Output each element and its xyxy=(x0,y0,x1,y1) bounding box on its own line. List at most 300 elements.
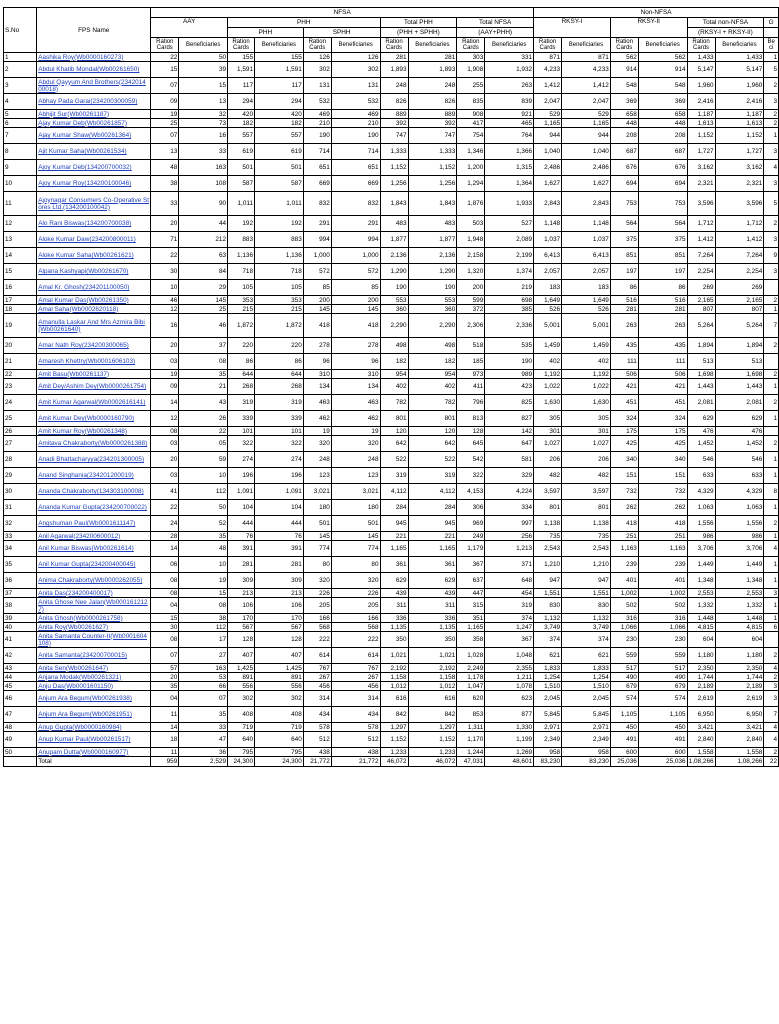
fps-name-link[interactable]: Ajoy Kumar Deb(134200700032) xyxy=(38,164,132,171)
beneficiaries-cell: 767 xyxy=(331,664,380,673)
ration-cards-cell: 205 xyxy=(303,598,331,614)
ration-cards-cell: 101 xyxy=(228,427,255,436)
ration-cards-cell: 568 xyxy=(303,623,331,632)
ration-cards-cell: 392 xyxy=(380,119,408,128)
ration-cards-header: Ration Cards xyxy=(534,38,562,53)
table-row xyxy=(4,379,779,395)
fps-name-link[interactable]: Anupam Dutta(Wb0000160977) xyxy=(38,748,129,756)
row-sno: 21 xyxy=(4,354,37,370)
beneficiaries-cell: 284 xyxy=(408,500,457,516)
beneficiaries-cell: 05 xyxy=(179,436,228,452)
ration-cards-header: Ration Cards xyxy=(303,38,331,53)
row-sno: 33 xyxy=(4,532,37,541)
beneficiaries-cell: 851 xyxy=(638,248,687,264)
ration-cards-cell: 14 xyxy=(151,723,179,732)
nfsa-header: NFSA xyxy=(151,8,534,18)
beneficiaries-cell: 764 xyxy=(485,128,534,144)
cut-off-cell: 5 xyxy=(764,192,779,216)
row-sno: 32 xyxy=(4,516,37,532)
fps-name-link[interactable]: Anita Samanta Counter-II(Wb0001604108) xyxy=(38,632,147,647)
row-sno: 27 xyxy=(4,436,37,452)
ration-cards-cell: 807 xyxy=(687,305,715,314)
beneficiaries-cell: 319 xyxy=(255,395,304,411)
ration-cards-cell: 192 xyxy=(228,216,255,232)
beneficiaries-cell: 145 xyxy=(331,305,380,314)
beneficiaries-cell: 644 xyxy=(255,370,304,379)
ration-cards-cell: 170 xyxy=(228,614,255,623)
table-row xyxy=(4,395,779,411)
fps-name-link[interactable]: Anjana Modak(Wb00261321) xyxy=(38,673,122,681)
beneficiaries-cell: 435 xyxy=(638,338,687,354)
beneficiaries-cell: 1,412 xyxy=(715,232,764,248)
ration-cards-cell: 322 xyxy=(228,436,255,452)
ration-cards-cell: 281 xyxy=(380,53,408,62)
ration-cards-cell: 08 xyxy=(151,427,179,436)
ration-cards-header: Ration Cards xyxy=(380,38,408,53)
ration-cards-cell: 408 xyxy=(228,707,255,723)
fps-name-link[interactable]: Amanulla Laskar And Mrs Azmira Bibi(Wb00261640) xyxy=(38,318,145,333)
total-cell: 25,036 xyxy=(610,757,638,767)
beneficiaries-cell: 26 xyxy=(179,411,228,427)
fps-name-link[interactable]: Anil Kumar Gupta(234200400045) xyxy=(38,561,136,568)
fps-name-link[interactable]: Amal Saha(Wb0002620118) xyxy=(38,305,119,313)
total-cell: 83,230 xyxy=(534,757,562,767)
beneficiaries-cell: 469 xyxy=(331,110,380,119)
ration-cards-cell: 210 xyxy=(303,119,331,128)
cut-off-cell: 3 xyxy=(764,232,779,248)
beneficiaries-cell: 732 xyxy=(638,484,687,500)
ration-cards-cell: 587 xyxy=(228,176,255,192)
beneficiaries-cell: 463 xyxy=(331,395,380,411)
ration-cards-cell: 339 xyxy=(228,411,255,427)
total-cell: 25,036 xyxy=(638,757,687,767)
fps-name-link[interactable]: Alpana Kashyapi(Wb00261670) xyxy=(38,268,129,275)
beneficiaries-cell: 2,192 xyxy=(408,664,457,673)
ration-cards-cell: 604 xyxy=(687,632,715,648)
ration-cards-cell: 676 xyxy=(610,160,638,176)
ration-cards-cell: 1,727 xyxy=(687,144,715,160)
ration-cards-header: Ration Cards xyxy=(228,38,255,53)
beneficiaries-cell: 301 xyxy=(562,427,611,436)
beneficiaries-cell: 334 xyxy=(485,500,534,516)
ration-cards-cell: 123 xyxy=(303,468,331,484)
sno-header: S.No xyxy=(4,8,37,53)
beneficiaries-cell: 1,078 xyxy=(485,682,534,691)
ration-cards-cell: 572 xyxy=(303,264,331,280)
beneficiaries-cell: 642 xyxy=(408,436,457,452)
ration-cards-cell: 281 xyxy=(610,305,638,314)
row-sno: 31 xyxy=(4,500,37,516)
beneficiaries-cell: 1,698 xyxy=(715,370,764,379)
ration-cards-cell: 03 xyxy=(151,436,179,452)
ration-cards-cell: 6,413 xyxy=(534,248,562,264)
fps-name-link[interactable]: Amal Kr. Ghosh(234201100050) xyxy=(38,284,130,291)
total-cell: 2,529 xyxy=(179,757,228,767)
ration-cards-cell: 1,233 xyxy=(380,748,408,757)
ration-cards-cell: 944 xyxy=(534,128,562,144)
beneficiaries-cell: 36 xyxy=(179,748,228,757)
ration-cards-cell: 2,321 xyxy=(687,176,715,192)
fps-table xyxy=(3,7,779,767)
ration-cards-cell: 564 xyxy=(610,216,638,232)
beneficiaries-cell: 1,165 xyxy=(562,119,611,128)
table-row xyxy=(4,541,779,557)
ration-cards-cell: 12 xyxy=(151,411,179,427)
ration-cards-cell: 1,294 xyxy=(457,176,485,192)
table-row xyxy=(4,296,779,305)
beneficiaries-cell: 578 xyxy=(331,723,380,732)
ration-cards-cell: 516 xyxy=(610,296,638,305)
fps-name-link[interactable]: Amit Dey/Ashim Dey(Wb0000261754) xyxy=(38,383,147,390)
ration-cards-cell: 4,329 xyxy=(687,484,715,500)
beneficiaries-cell: 421 xyxy=(638,379,687,395)
beneficiaries-cell: 50 xyxy=(179,53,228,62)
fps-name-link[interactable]: Amit Kumar Roy(Wb00261348) xyxy=(38,427,127,435)
fps-name-link[interactable]: Anita Sen(Wb00261647) xyxy=(38,664,109,672)
beneficiaries-cell: 163 xyxy=(179,160,228,176)
beneficiaries-cell: 391 xyxy=(255,541,304,557)
ration-cards-cell: 4,153 xyxy=(457,484,485,500)
beneficiaries-cell: 1,290 xyxy=(408,264,457,280)
ration-cards-cell: 1,180 xyxy=(687,648,715,664)
ration-cards-cell: 687 xyxy=(610,144,638,160)
beneficiaries-cell: 669 xyxy=(331,176,380,192)
table-row xyxy=(4,632,779,648)
beneficiaries-cell: 1,040 xyxy=(562,144,611,160)
fps-name-link[interactable]: Ananda Kumar Gupta(234200700022) xyxy=(38,504,147,511)
fps-name-link[interactable]: Anand Singhania(234201200019) xyxy=(38,472,134,479)
cut-off-cell: 3 xyxy=(764,264,779,280)
ration-cards-cell: 1,152 xyxy=(687,128,715,144)
cut-off-cell: 1 xyxy=(764,557,779,573)
ration-cards-cell: 1,000 xyxy=(303,248,331,264)
fps-name-link[interactable]: Amaresh Khettry(Wb0001606103) xyxy=(38,358,136,365)
beneficiaries-cell: 37 xyxy=(179,338,228,354)
ration-cards-cell: 637 xyxy=(457,573,485,589)
ration-cards-cell: 278 xyxy=(303,338,331,354)
table-row xyxy=(4,723,779,732)
ration-cards-cell: 391 xyxy=(228,541,255,557)
cut-off-cell: 3 xyxy=(764,589,779,598)
beneficiaries-cell: 33 xyxy=(179,723,228,732)
ration-cards-cell: 2,047 xyxy=(534,94,562,110)
beneficiaries-cell: 506 xyxy=(638,370,687,379)
ration-cards-cell: 645 xyxy=(457,436,485,452)
total-cell: 24,300 xyxy=(255,757,304,767)
cut-off-cell: 1 xyxy=(764,500,779,516)
fps-name-link[interactable]: Ananda Chakraborty(134303100008) xyxy=(38,488,144,495)
cut-off-cell: 1 xyxy=(764,411,779,427)
beneficiaries-cell: 1,199 xyxy=(485,732,534,748)
fps-name-link[interactable]: Anil Kumar Biswas(Wb00261614) xyxy=(38,545,134,552)
beneficiaries-cell: 192 xyxy=(255,216,304,232)
beneficiaries-cell: 1,012 xyxy=(408,682,457,691)
table-row xyxy=(4,119,779,128)
beneficiaries-cell: 84 xyxy=(179,264,228,280)
beneficiaries-cell: 444 xyxy=(255,516,304,532)
fps-name-link[interactable]: Anita Ghosh(Wb0000261758) xyxy=(38,614,123,622)
beneficiaries-cell: 1,558 xyxy=(715,748,764,757)
fps-name-link[interactable]: Abhijit Sur(Wb00261187) xyxy=(38,110,110,118)
ration-cards-cell: 1,179 xyxy=(457,541,485,557)
beneficiaries-cell: 619 xyxy=(255,144,304,160)
ration-cards-cell: 306 xyxy=(457,500,485,516)
fps-name-link[interactable]: Abhay Pada Garai(234200300059) xyxy=(38,98,138,105)
beneficiaries-cell: 826 xyxy=(408,94,457,110)
cut-off-cell: 2 xyxy=(764,110,779,119)
ration-cards-cell: 221 xyxy=(380,532,408,541)
cut-off-cell: 2 xyxy=(764,370,779,379)
ration-cards-cell: 1,187 xyxy=(687,110,715,119)
beneficiaries-cell: 647 xyxy=(485,436,534,452)
beneficiaries-cell: 1,330 xyxy=(485,723,534,732)
beneficiaries-cell: 2,553 xyxy=(715,589,764,598)
beneficiaries-cell: 827 xyxy=(485,411,534,427)
beneficiaries-cell: 263 xyxy=(485,78,534,94)
fps-name-link[interactable]: Ajay Kumar Shaw(Wb00261364) xyxy=(38,132,132,139)
beneficiaries-cell: 454 xyxy=(485,589,534,598)
fps-name-link[interactable]: Abdul Khatib Mondal(Wb00261650) xyxy=(38,66,140,73)
ration-cards-cell: 19 xyxy=(151,110,179,119)
beneficiaries-cell: 21 xyxy=(179,379,228,395)
ration-cards-cell: 09 xyxy=(151,94,179,110)
ration-cards-cell: 914 xyxy=(610,62,638,78)
beneficiaries-cell: 4,815 xyxy=(715,623,764,632)
beneficiaries-cell: 278 xyxy=(331,338,380,354)
table-row xyxy=(4,192,779,216)
fps-name-link[interactable]: Ajoynagar Consumers Co-Operative Stores Ltd.(134200100042) xyxy=(38,196,150,211)
fps-name-link[interactable]: Amit Kumar Agarwal(Wb0002616141) xyxy=(38,399,146,406)
ration-cards-cell: 2,249 xyxy=(457,664,485,673)
beneficiaries-cell: 104 xyxy=(255,500,304,516)
fps-name-link[interactable]: Aloke Kumar Daw(234200800011) xyxy=(38,236,136,243)
ration-cards-cell: 07 xyxy=(151,648,179,664)
beneficiaries-cell: 208 xyxy=(638,128,687,144)
beneficiaries-cell: 4,233 xyxy=(562,62,611,78)
beneficiaries-cell: 2,057 xyxy=(562,264,611,280)
beneficiaries-cell: 1,452 xyxy=(715,436,764,452)
ration-cards-cell: 1,448 xyxy=(687,614,715,623)
fps-name-link[interactable]: Anadi Bhattacharyya(234201300005) xyxy=(38,456,145,463)
ration-cards-cell: 30 xyxy=(151,264,179,280)
beneficiaries-cell: 1,269 xyxy=(485,748,534,757)
phh-header: PHH xyxy=(228,28,304,38)
beneficiaries-cell: 1,165 xyxy=(408,541,457,557)
row-sno: 9 xyxy=(4,160,37,176)
fps-name-link[interactable]: Amit Kumar Dey(Wb0000160790) xyxy=(38,415,135,422)
beneficiaries-cell: 801 xyxy=(562,500,611,516)
cut-off-cell: 2 xyxy=(764,748,779,757)
beneficiaries-cell: 1,894 xyxy=(715,338,764,354)
beneficiaries-cell: 35 xyxy=(179,532,228,541)
total-cell: 46,072 xyxy=(408,757,457,767)
beneficiaries-cell: 1,551 xyxy=(562,589,611,598)
beneficiaries-cell: 374 xyxy=(562,632,611,648)
beneficiaries-cell: 170 xyxy=(255,614,304,623)
ration-cards-cell: 795 xyxy=(228,748,255,757)
beneficiaries-cell: 5,264 xyxy=(715,314,764,338)
ration-cards-cell: 1,627 xyxy=(534,176,562,192)
ration-cards-cell: 12 xyxy=(151,305,179,314)
beneficiaries-header: Beneficiaries xyxy=(638,38,687,53)
fps-name-link[interactable]: Anita Roy(Wb00261627) xyxy=(38,623,109,631)
beneficiaries-cell: 339 xyxy=(255,411,304,427)
fps-name-link[interactable]: Ajoy Kumar Roy(134200100046) xyxy=(38,180,132,187)
beneficiaries-cell: 559 xyxy=(638,648,687,664)
beneficiaries-cell: 15 xyxy=(179,78,228,94)
ration-cards-cell: 1,178 xyxy=(457,673,485,682)
beneficiaries-cell: 1,932 xyxy=(485,62,534,78)
beneficiaries-cell: 535 xyxy=(485,338,534,354)
ration-cards-cell: 616 xyxy=(380,691,408,707)
cut-off-cell: 7 xyxy=(764,314,779,338)
cut-off-cell xyxy=(764,354,779,370)
ration-cards-cell: 502 xyxy=(610,598,638,614)
fps-name-link[interactable]: Amitava Chakraborty(Wb0000261388) xyxy=(38,440,148,447)
fps-name-link[interactable]: Anjum Ara Begum(Wb00261938) xyxy=(38,695,132,702)
table-row xyxy=(4,589,779,598)
ration-cards-cell: 620 xyxy=(457,691,485,707)
table-row xyxy=(4,598,779,614)
ration-cards-cell: 532 xyxy=(303,94,331,110)
ration-cards-cell: 28 xyxy=(151,532,179,541)
ration-cards-cell: 2,486 xyxy=(534,160,562,176)
fps-name-link[interactable]: Anju Das(Wb0001601150) xyxy=(38,682,114,690)
row-sno: 5 xyxy=(4,110,37,119)
beneficiaries-cell: 694 xyxy=(638,176,687,192)
beneficiaries-cell: 1,132 xyxy=(562,614,611,623)
ration-cards-cell: 320 xyxy=(303,436,331,452)
ration-cards-cell: 30 xyxy=(151,623,179,632)
beneficiaries-cell: 1,297 xyxy=(408,723,457,732)
ration-cards-cell: 340 xyxy=(610,452,638,468)
beneficiaries-cell: 568 xyxy=(331,623,380,632)
ration-cards-cell: 309 xyxy=(228,573,255,589)
fps-name-link[interactable]: Amal Kumar Das(Wb00261350) xyxy=(38,296,129,304)
beneficiaries-cell: 371 xyxy=(485,557,534,573)
beneficiaries-cell: 101 xyxy=(255,427,304,436)
fps-name-link[interactable]: Abdul Qayyum And Brothers(234201400018) xyxy=(38,78,146,93)
table-row xyxy=(4,500,779,516)
ration-cards-cell: 2,057 xyxy=(534,264,562,280)
beneficiaries-cell: 1,843 xyxy=(408,192,457,216)
beneficiaries-cell: 205 xyxy=(331,598,380,614)
beneficiaries-cell: 256 xyxy=(485,532,534,541)
beneficiaries-cell: 145 xyxy=(331,532,380,541)
beneficiaries-cell: 1,744 xyxy=(715,673,764,682)
fps-name-link[interactable]: Anita Samanta(234200700015) xyxy=(38,652,128,659)
fps-name-link[interactable]: Ajay Kumar Deb(Wb00261857) xyxy=(38,119,127,127)
ration-cards-cell: 128 xyxy=(457,427,485,436)
fps-name-link[interactable]: Ajit Kumar Saha(Wb00261534) xyxy=(38,148,127,155)
beneficiaries-cell: 572 xyxy=(331,264,380,280)
row-sno: 46 xyxy=(4,691,37,707)
ration-cards-cell: 621 xyxy=(534,648,562,664)
ration-cards-cell: 145 xyxy=(303,305,331,314)
fps-name-link[interactable]: Angshuman Paul(Wb0001611147) xyxy=(38,520,136,527)
ration-cards-cell: 1,698 xyxy=(687,370,715,379)
beneficiaries-cell: 1,211 xyxy=(485,673,534,682)
beneficiaries-cell: 548 xyxy=(638,78,687,94)
fps-name-link[interactable]: Anima Chakraborty(Wb0000262055) xyxy=(38,577,143,584)
fps-name-link[interactable]: Anil Agarwal(234200600012) xyxy=(38,532,121,540)
row-sno: 45 xyxy=(4,682,37,691)
beneficiaries-cell: 145 xyxy=(179,296,228,305)
beneficiaries-cell: 553 xyxy=(408,296,457,305)
fps-name-link[interactable]: Aashika Roy(Wb0000160273) xyxy=(38,53,124,61)
ration-cards-cell: 1,412 xyxy=(534,78,562,94)
ration-cards-cell: 281 xyxy=(228,557,255,573)
ration-cards-cell: 314 xyxy=(303,691,331,707)
fps-name-link[interactable]: Amar Nath Roy(234200300065) xyxy=(38,342,129,349)
ration-cards-cell: 448 xyxy=(610,119,638,128)
fps-name-link[interactable]: Anita Das(234200400017) xyxy=(38,589,113,597)
fps-report-sheet xyxy=(3,7,777,1003)
beneficiaries-cell: 402 xyxy=(408,379,457,395)
fps-name-link[interactable]: Anup Gupta(Wb0000160984) xyxy=(38,723,122,731)
beneficiaries-cell: 1,152 xyxy=(408,160,457,176)
row-sno: 26 xyxy=(4,427,37,436)
fps-name-link[interactable]: Amit Basu(Wb00261137) xyxy=(38,370,110,378)
ration-cards-cell: 559 xyxy=(610,648,638,664)
fps-name-link[interactable]: Alo Rani Biswas(134200700038) xyxy=(38,220,132,227)
beneficiaries-cell: 263 xyxy=(638,314,687,338)
beneficiaries-cell: 438 xyxy=(331,748,380,757)
ration-cards-cell: 358 xyxy=(457,632,485,648)
ration-cards-header: Ration Cards xyxy=(610,38,638,53)
beneficiaries-cell: 1,135 xyxy=(408,623,457,632)
table-row xyxy=(4,370,779,379)
ration-cards-header: Ration Cards xyxy=(687,38,715,53)
beneficiaries-cell: 239 xyxy=(638,557,687,573)
ration-cards-cell: 600 xyxy=(610,748,638,757)
fps-name-link[interactable]: Anup Kumar Paul(Wb00261517) xyxy=(38,736,131,743)
cut-off-cell: 4 xyxy=(764,723,779,732)
ration-cards-cell: 1,256 xyxy=(380,176,408,192)
beneficiaries-cell: 562 xyxy=(638,53,687,62)
beneficiaries-cell: 2,136 xyxy=(408,248,457,264)
ration-cards-cell: 501 xyxy=(228,160,255,176)
cut-off-cell: 4 xyxy=(764,541,779,557)
fps-name-link[interactable]: Anjum Ara Begum(Wb00261951) xyxy=(38,711,132,718)
beneficiaries-cell: 324 xyxy=(638,411,687,427)
beneficiaries-cell: 557 xyxy=(255,128,304,144)
ration-cards-cell: 255 xyxy=(457,78,485,94)
row-sno: 2 xyxy=(4,62,37,78)
beneficiaries-cell: 498 xyxy=(408,338,457,354)
ration-cards-cell: 1,011 xyxy=(228,192,255,216)
beneficiaries-cell: 52 xyxy=(179,516,228,532)
beneficiaries-cell: 1,433 xyxy=(715,53,764,62)
beneficiaries-cell: 986 xyxy=(715,532,764,541)
cut-off-cell xyxy=(764,632,779,648)
beneficiaries-cell: 476 xyxy=(715,427,764,436)
beneficiaries-cell: 958 xyxy=(562,748,611,757)
fps-name-link[interactable]: Anita Ghose Nee Jalan(Wb0001612127) xyxy=(38,598,148,613)
fps-name-link[interactable]: Aloke Kumar Saha(Wb00261621) xyxy=(38,252,134,259)
ration-cards-cell: 175 xyxy=(610,427,638,436)
ration-cards-cell: 20 xyxy=(151,338,179,354)
beneficiaries-cell: 2,321 xyxy=(715,176,764,192)
ration-cards-cell: 18 xyxy=(151,732,179,748)
aay-plus-phh-header: (AAY+PHH) xyxy=(457,28,534,38)
cut-off-cell: 2 xyxy=(764,673,779,682)
table-row xyxy=(4,682,779,691)
beneficiaries-cell: 3,597 xyxy=(562,484,611,500)
beneficiaries-cell: 719 xyxy=(255,723,304,732)
ration-cards-cell: 719 xyxy=(228,723,255,732)
cut-off-cell xyxy=(764,280,779,296)
